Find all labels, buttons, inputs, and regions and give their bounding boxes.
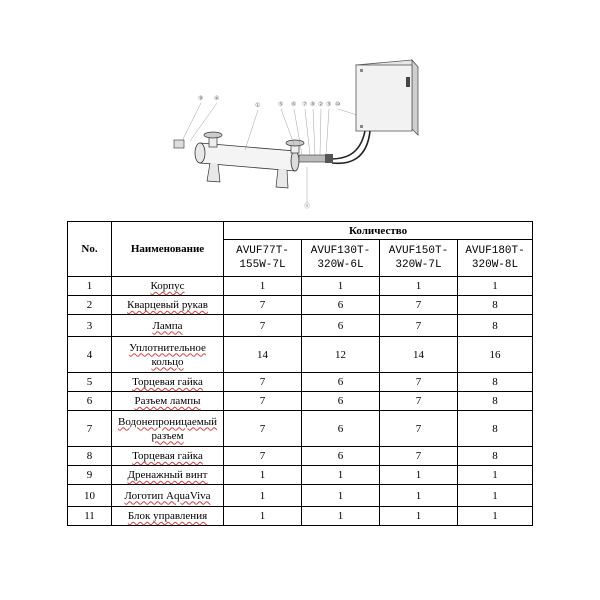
quantity-cell: 6 <box>302 411 380 447</box>
quantity-cell: 7 <box>380 392 458 411</box>
quantity-cell: 8 <box>458 411 533 447</box>
row-number: 9 <box>68 466 112 485</box>
component-name <box>112 485 224 507</box>
table-row <box>68 485 533 507</box>
callout-11: ⑪ <box>304 204 311 210</box>
component-name-text: Водонепроницаемый разъем <box>118 415 217 442</box>
quantity-cell: 1 <box>380 277 458 296</box>
quantity-cell: 1 <box>302 485 380 507</box>
table-row <box>68 411 533 447</box>
header-quantity: Количество <box>224 222 533 240</box>
component-name-text: Дренажный винт <box>127 469 208 481</box>
quantity-cell: 14 <box>380 337 458 373</box>
callout-1: ① <box>255 103 261 109</box>
table-row <box>68 373 533 392</box>
row-number: 2 <box>68 296 112 315</box>
quantity-cell: 1 <box>380 466 458 485</box>
header-model: AVUF150T-320W-7L <box>380 240 458 277</box>
quantity-cell: 6 <box>302 373 380 392</box>
quantity-cell: 7 <box>380 411 458 447</box>
quantity-cell: 1 <box>302 466 380 485</box>
header-no: No. <box>68 222 112 277</box>
quantity-cell: 6 <box>302 447 380 466</box>
quantity-cell: 6 <box>302 392 380 411</box>
component-name-text: Корпус <box>150 280 185 292</box>
component-name-text: Лампа <box>152 319 183 332</box>
quantity-cell: 7 <box>224 411 302 447</box>
table-row <box>68 277 533 296</box>
quantity-cell: 7 <box>380 296 458 315</box>
quantity-cell: 7 <box>224 296 302 315</box>
quantity-cell: 1 <box>458 485 533 507</box>
quantity-cell: 7 <box>380 447 458 466</box>
component-name <box>112 373 224 392</box>
component-name <box>112 296 224 315</box>
table-row <box>68 447 533 466</box>
row-number: 5 <box>68 373 112 392</box>
quantity-cell: 7 <box>380 373 458 392</box>
component-name <box>112 277 224 296</box>
table-row <box>68 392 533 411</box>
quantity-cell: 12 <box>302 337 380 373</box>
quantity-cell: 1 <box>458 466 533 485</box>
quantity-cell: 14 <box>224 337 302 373</box>
callout-10: ⑩ <box>335 102 341 108</box>
callout-7: ⑦ <box>302 102 308 108</box>
header-name: Наименование <box>112 222 224 277</box>
component-name-text: Разъем лампы <box>134 395 201 407</box>
quantity-cell: 8 <box>458 447 533 466</box>
row-number: 4 <box>68 337 112 373</box>
component-name-text: Логотип AquaViva <box>124 489 211 502</box>
quantity-cell: 1 <box>224 507 302 526</box>
quantity-cell: 7 <box>224 447 302 466</box>
quantity-cell: 1 <box>224 277 302 296</box>
component-name <box>112 337 224 373</box>
component-name <box>112 447 224 466</box>
component-name <box>112 411 224 447</box>
row-number: 6 <box>68 392 112 411</box>
quantity-cell: 8 <box>458 315 533 337</box>
component-name-text: Торцевая гайка <box>132 376 203 388</box>
quantity-cell: 1 <box>302 277 380 296</box>
callout-5: ⑤ <box>278 102 284 108</box>
quantity-cell: 16 <box>458 337 533 373</box>
quantity-cell: 1 <box>224 466 302 485</box>
component-name <box>112 315 224 337</box>
callout-9: ⑨ <box>198 96 204 102</box>
row-number: 11 <box>68 507 112 526</box>
component-name-text: Торцевая гайка <box>132 450 203 462</box>
quantity-cell: 7 <box>224 392 302 411</box>
quantity-cell: 7 <box>224 315 302 337</box>
row-number: 8 <box>68 447 112 466</box>
quantity-cell: 6 <box>302 296 380 315</box>
callout-8: ⑧ <box>310 102 316 108</box>
component-name-text: Блок управления <box>127 510 208 522</box>
row-number: 7 <box>68 411 112 447</box>
quantity-cell: 7 <box>224 373 302 392</box>
quantity-cell: 6 <box>302 315 380 337</box>
table-row <box>68 466 533 485</box>
component-name <box>112 507 224 526</box>
uv-sterilizer-diagram <box>160 55 430 215</box>
header-model: AVUF130T-320W-6L <box>302 240 380 277</box>
component-name <box>112 392 224 411</box>
quantity-cell: 1 <box>224 485 302 507</box>
table-row <box>68 315 533 337</box>
component-name-text: Уплотнительное кольцо <box>129 341 206 368</box>
header-model: AVUF77T-155W-7L <box>224 240 302 277</box>
tube-body <box>195 132 333 188</box>
header-model: AVUF180T-320W-8L <box>458 240 533 277</box>
table-row <box>68 507 533 526</box>
callout-3: ③ <box>326 102 332 108</box>
callout-6: ⑥ <box>291 102 297 108</box>
table-row <box>68 337 533 373</box>
quantity-cell: 1 <box>302 507 380 526</box>
row-number: 3 <box>68 315 112 337</box>
quantity-cell: 1 <box>380 507 458 526</box>
callout-2: ② <box>318 102 324 108</box>
component-name-text: Кварцевый рукав <box>127 299 208 311</box>
quantity-cell: 7 <box>380 315 458 337</box>
callout-4: ④ <box>214 96 220 102</box>
row-number: 1 <box>68 277 112 296</box>
quantity-cell: 8 <box>458 392 533 411</box>
table-row <box>68 296 533 315</box>
quantity-cell: 1 <box>380 485 458 507</box>
spec-table <box>67 221 533 526</box>
control-box <box>356 60 418 135</box>
quantity-cell: 8 <box>458 373 533 392</box>
row-number: 10 <box>68 485 112 507</box>
quantity-cell: 1 <box>458 277 533 296</box>
quantity-cell: 8 <box>458 296 533 315</box>
component-name <box>112 466 224 485</box>
quantity-cell: 1 <box>458 507 533 526</box>
